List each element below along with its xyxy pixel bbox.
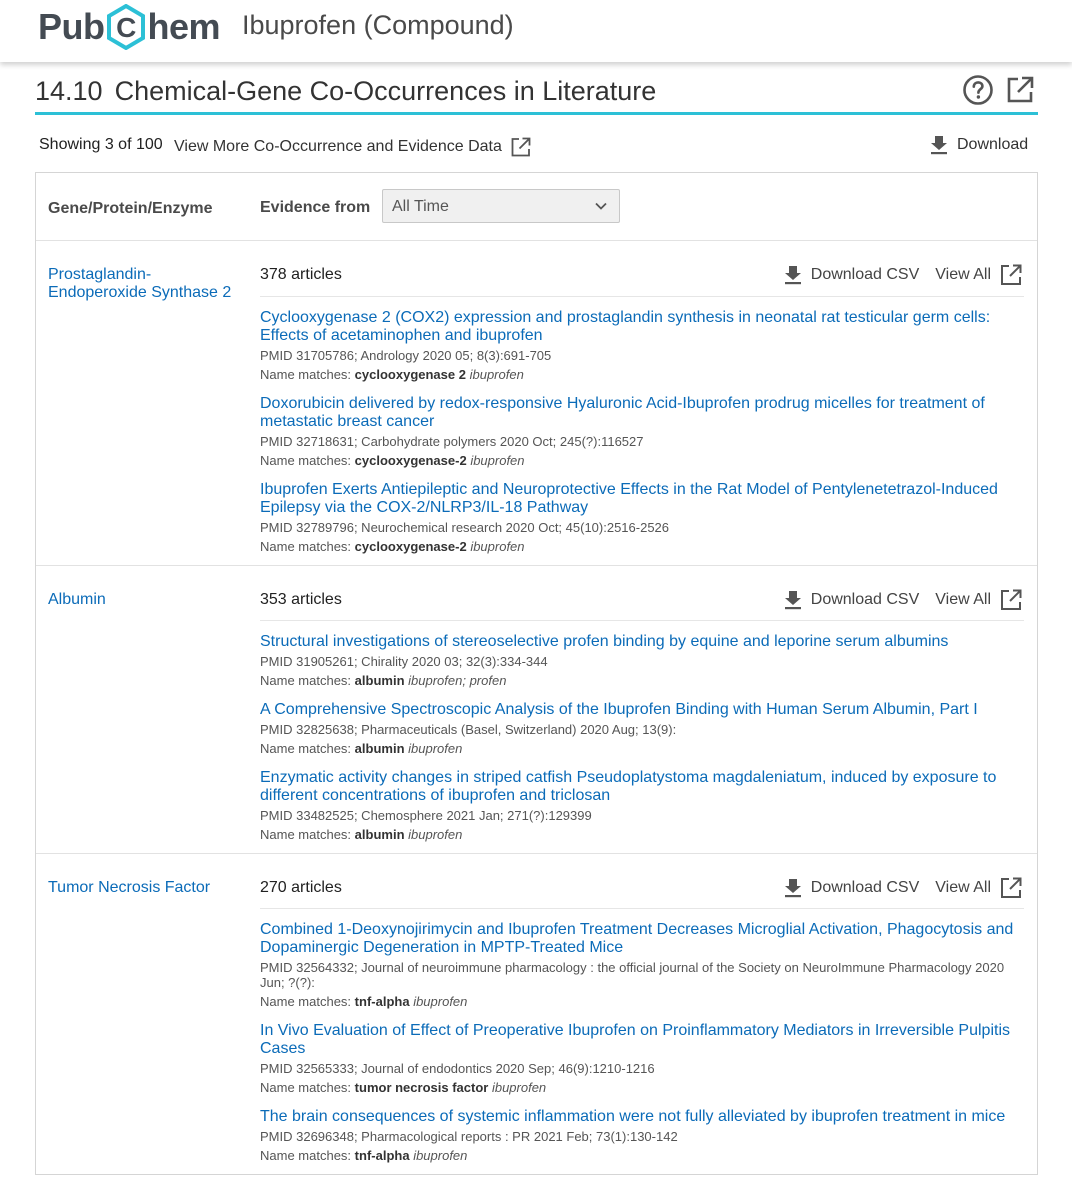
- gene-match: albumin: [354, 827, 405, 842]
- gene-match: cyclooxygenase-2: [354, 539, 467, 554]
- evidence-select-value: All Time: [392, 198, 449, 215]
- logo-text-pub: Pub: [38, 6, 105, 47]
- column-header-evidence: Evidence from: [260, 199, 371, 216]
- article-title-link[interactable]: Structural investigations of stereoselective profen binding by equine and leporine serum albumins: [260, 633, 949, 650]
- article-title-link[interactable]: In Vivo Evaluation of Effect of Preoperative Ibuprofen on Proinflammatory Mediators in Irreversible Pulpitis Cases: [260, 1022, 1011, 1057]
- article-count: 353 articles: [260, 591, 342, 608]
- group-actions: [783, 588, 1023, 612]
- section-title: [35, 76, 656, 107]
- name-matches: [260, 825, 1028, 844]
- heading-underline: [35, 112, 1038, 115]
- name-matches: [260, 992, 1028, 1011]
- article-citation: PMID 31705786; Andrology 2020 05; 8(3):691-705: [260, 348, 552, 363]
- article-item: [260, 1108, 1028, 1165]
- article-citation: PMID 32718631; Carbohydrate polymers 2020 Oct; 245(?):116527: [260, 434, 644, 449]
- gene-link[interactable]: Albumin: [48, 591, 106, 608]
- gene-link[interactable]: Prostaglandin-Endoperoxide Synthase 2: [48, 266, 232, 301]
- article-title-link[interactable]: The brain consequences of systemic inflammation were not fully alleviated by ibuprofen treatment in mice: [260, 1108, 1006, 1125]
- chemical-match: ibuprofen: [408, 827, 463, 842]
- chemical-match: ibuprofen; profen: [408, 673, 507, 688]
- download-csv-button[interactable]: [783, 264, 920, 286]
- logo-hexagon-icon: [106, 4, 146, 50]
- pubchem-logo[interactable]: [38, 4, 220, 50]
- gene-match: albumin: [354, 741, 405, 756]
- article-citation: PMID 33482525; Chemosphere 2021 Jan; 271(?):129399: [260, 808, 592, 823]
- article-title-link[interactable]: A Comprehensive Spectroscopic Analysis of the Ibuprofen Binding with Human Serum Albumin, Part I: [260, 701, 978, 718]
- help-icon[interactable]: [962, 74, 994, 106]
- article-title-link[interactable]: Ibuprofen Exerts Antiepileptic and Neuroprotective Effects in the Rat Model of Pentylenetetrazol-Induced Epilepsy via the COX-2/NLRP3/IL-18 Pathway: [260, 481, 998, 516]
- divider: [260, 620, 1024, 621]
- article-title-link[interactable]: Cyclooxygenase 2 (COX2) expression and prostaglandin synthesis in neonatal rat testicular germ cells: Effects of acetaminophen and ibuprofen: [260, 309, 991, 344]
- co-occurrence-table: [35, 172, 1038, 1175]
- chemical-match: ibuprofen: [413, 1148, 468, 1163]
- article-count: 378 articles: [260, 266, 342, 283]
- download-icon: [783, 877, 803, 899]
- download-csv-label: Download CSV: [810, 591, 920, 608]
- download-button[interactable]: [929, 134, 1028, 156]
- article-citation: PMID 32565333; Journal of endodontics 2020 Sep; 46(9):1210-1216: [260, 1061, 655, 1076]
- gene-match: cyclooxygenase-2: [354, 453, 467, 468]
- name-matches: [260, 1146, 1028, 1165]
- article-citation: PMID 32564332; Journal of neuroimmune pharmacology : the official journal of the Society on NeuroImmune Pharmacology 2020 Jun; ?(?):: [260, 960, 1005, 990]
- divider: [260, 908, 1024, 909]
- gene-group: [36, 854, 1037, 1174]
- article-item: [260, 1022, 1028, 1097]
- chemical-match: ibuprofen: [470, 539, 525, 554]
- view-more-label: View More Co-Occurrence and Evidence Data: [174, 138, 502, 155]
- group-actions: [783, 876, 1023, 900]
- gene-match: tnf-alpha: [354, 994, 410, 1009]
- gene-group: [36, 242, 1037, 566]
- article-item: [260, 309, 1028, 384]
- divider: [260, 296, 1024, 297]
- view-all-label: View All: [935, 591, 991, 608]
- logo-text-hem: hem: [147, 6, 221, 47]
- article-title-link[interactable]: Enzymatic activity changes in striped catfish Pseudoplatystoma magdaleniatum, induced by exposure to different concentrations of ibuprofen and triclosan: [260, 769, 997, 804]
- article-item: [260, 921, 1028, 1011]
- view-more-link[interactable]: [174, 136, 532, 158]
- article-citation: PMID 31905261; Chirality 2020 03; 32(3):334-344: [260, 654, 548, 669]
- download-label: Download: [957, 136, 1029, 153]
- gene-match: albumin: [354, 673, 405, 688]
- download-icon: [783, 589, 803, 611]
- article-item: [260, 395, 1028, 470]
- gene-match: tnf-alpha: [354, 1148, 410, 1163]
- section-number: 14.10: [35, 76, 103, 106]
- name-matches-label: Name matches:: [260, 1080, 352, 1095]
- name-matches: [260, 365, 1028, 384]
- name-matches-label: Name matches:: [260, 367, 352, 382]
- gene-group: [36, 566, 1037, 854]
- name-matches: [260, 537, 1028, 556]
- download-csv-label: Download CSV: [810, 266, 920, 283]
- evidence-time-select[interactable]: [382, 189, 620, 223]
- external-link-icon: [999, 588, 1023, 612]
- chemical-match: ibuprofen: [469, 367, 524, 382]
- article-item: [260, 769, 1028, 844]
- article-title-link[interactable]: Combined 1-Deoxynojirimycin and Ibuprofen Treatment Decreases Microglial Activation, Phagocytosis and Dopaminergic Degeneration in MPTP-Treated Mice: [260, 921, 1014, 956]
- name-matches-label: Name matches:: [260, 453, 352, 468]
- gene-match: cyclooxygenase 2: [354, 367, 466, 382]
- chemical-match: ibuprofen: [470, 453, 525, 468]
- name-matches-label: Name matches:: [260, 994, 352, 1009]
- logo-text-c: C: [115, 12, 136, 43]
- name-matches-label: Name matches:: [260, 741, 352, 756]
- name-matches: [260, 1078, 1028, 1097]
- view-all-link[interactable]: [935, 263, 1023, 287]
- name-matches: [260, 451, 1028, 470]
- name-matches-label: Name matches:: [260, 1148, 352, 1163]
- article-item: [260, 481, 1028, 556]
- compound-title: Ibuprofen (Compound): [242, 10, 514, 40]
- gene-link[interactable]: Tumor Necrosis Factor: [48, 879, 211, 896]
- chevron-down-icon: [595, 202, 607, 210]
- download-csv-button[interactable]: [783, 589, 920, 611]
- article-citation: PMID 32789796; Neurochemical research 2020 Oct; 45(10):2516-2526: [260, 520, 670, 535]
- showing-count: Showing 3 of 100: [39, 136, 163, 153]
- article-citation: PMID 32825638; Pharmaceuticals (Basel, Switzerland) 2020 Aug; 13(9):: [260, 722, 677, 737]
- article-title-link[interactable]: Doxorubicin delivered by redox-responsive Hyaluronic Acid-Ibuprofen prodrug micelles for treatment of metastatic breast cancer: [260, 395, 985, 430]
- external-link-icon: [999, 263, 1023, 287]
- view-all-link[interactable]: [935, 876, 1023, 900]
- download-csv-label: Download CSV: [810, 879, 920, 896]
- external-link-icon: [999, 876, 1023, 900]
- group-actions: [783, 263, 1023, 287]
- view-all-link[interactable]: [935, 588, 1023, 612]
- name-matches: [260, 671, 1028, 690]
- article-item: [260, 701, 1028, 758]
- top-bar: [0, 0, 1072, 62]
- external-link-icon[interactable]: [1004, 74, 1036, 106]
- chemical-match: ibuprofen: [408, 741, 463, 756]
- article-count: 270 articles: [260, 879, 342, 896]
- article-item: [260, 633, 1028, 690]
- chemical-match: ibuprofen: [491, 1080, 547, 1095]
- download-icon: [783, 264, 803, 286]
- download-icon: [929, 134, 949, 156]
- download-csv-button[interactable]: [783, 877, 920, 899]
- article-citation: PMID 32696348; Pharmacological reports : PR 2021 Feb; 73(1):130-142: [260, 1129, 678, 1144]
- chemical-match: ibuprofen: [413, 994, 468, 1009]
- external-link-icon: [510, 136, 532, 158]
- column-header-gene: Gene/Protein/Enzyme: [48, 200, 213, 217]
- view-all-label: View All: [935, 879, 991, 896]
- name-matches-label: Name matches:: [260, 673, 352, 688]
- name-matches-label: Name matches:: [260, 827, 352, 842]
- gene-match: tumor necrosis factor: [354, 1080, 489, 1095]
- table-header: [36, 173, 1037, 241]
- view-all-label: View All: [935, 266, 991, 283]
- name-matches: [260, 739, 1028, 758]
- name-matches-label: Name matches:: [260, 539, 352, 554]
- section-title-text: Chemical-Gene Co-Occurrences in Literature: [114, 76, 657, 106]
